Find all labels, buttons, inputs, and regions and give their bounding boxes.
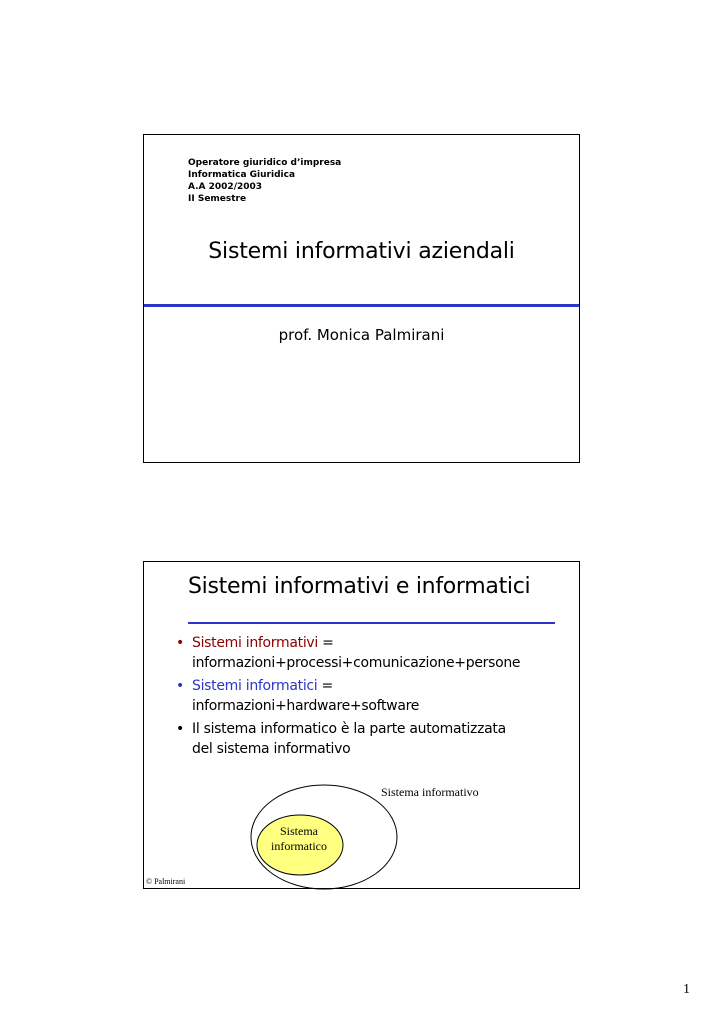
course-info-line: Operatore giuridico d’impresa: [188, 158, 342, 168]
bullet-line: [192, 676, 576, 696]
slide-2-title: Sistemi informativi e informatici: [188, 574, 531, 599]
inner-set-label: [259, 824, 339, 854]
bullet-item: [176, 633, 576, 673]
bullet-term: Sistemi informativi: [192, 635, 318, 651]
bullet-list: [176, 633, 576, 762]
bullet-line: informazioni+hardware+software: [192, 698, 420, 714]
title-divider: [188, 622, 555, 624]
bullet-line: informazioni+processi+comunicazione+persone: [192, 655, 521, 671]
bullet-dot: •: [176, 721, 184, 737]
bullet-text: =: [318, 635, 334, 651]
bullet-text: =: [317, 678, 333, 694]
slide-1-title: Sistemi informativi aziendali: [208, 239, 515, 264]
inner-set-label-line: Sistema: [280, 824, 318, 838]
bullet-dot: •: [176, 678, 184, 694]
bullet-term: Sistemi informatici: [192, 678, 318, 694]
slide-2: [143, 561, 580, 889]
bullet-item: [176, 676, 576, 716]
author-name: prof. Monica Palmirani: [278, 326, 445, 344]
slide-1: [143, 134, 580, 463]
bullet-line: del sistema informativo: [192, 741, 351, 757]
title-divider: [144, 304, 579, 307]
course-info: [188, 157, 341, 205]
outer-set-label: Sistema informativo: [381, 785, 479, 799]
bullet-item: [176, 719, 576, 759]
course-info-line: A.A 2002/2003: [188, 182, 263, 192]
inner-set-label-line: informatico: [271, 839, 327, 853]
copyright-notice: © Palmirani: [146, 877, 186, 886]
bullet-line: [192, 633, 576, 653]
bullet-dot: •: [176, 635, 184, 651]
course-info-line: II Semestre: [188, 194, 247, 204]
bullet-line: Il sistema informatico è la parte automatizzata: [192, 721, 506, 737]
course-info-line: Informatica Giuridica: [188, 170, 296, 180]
page-number: 1: [683, 982, 690, 997]
